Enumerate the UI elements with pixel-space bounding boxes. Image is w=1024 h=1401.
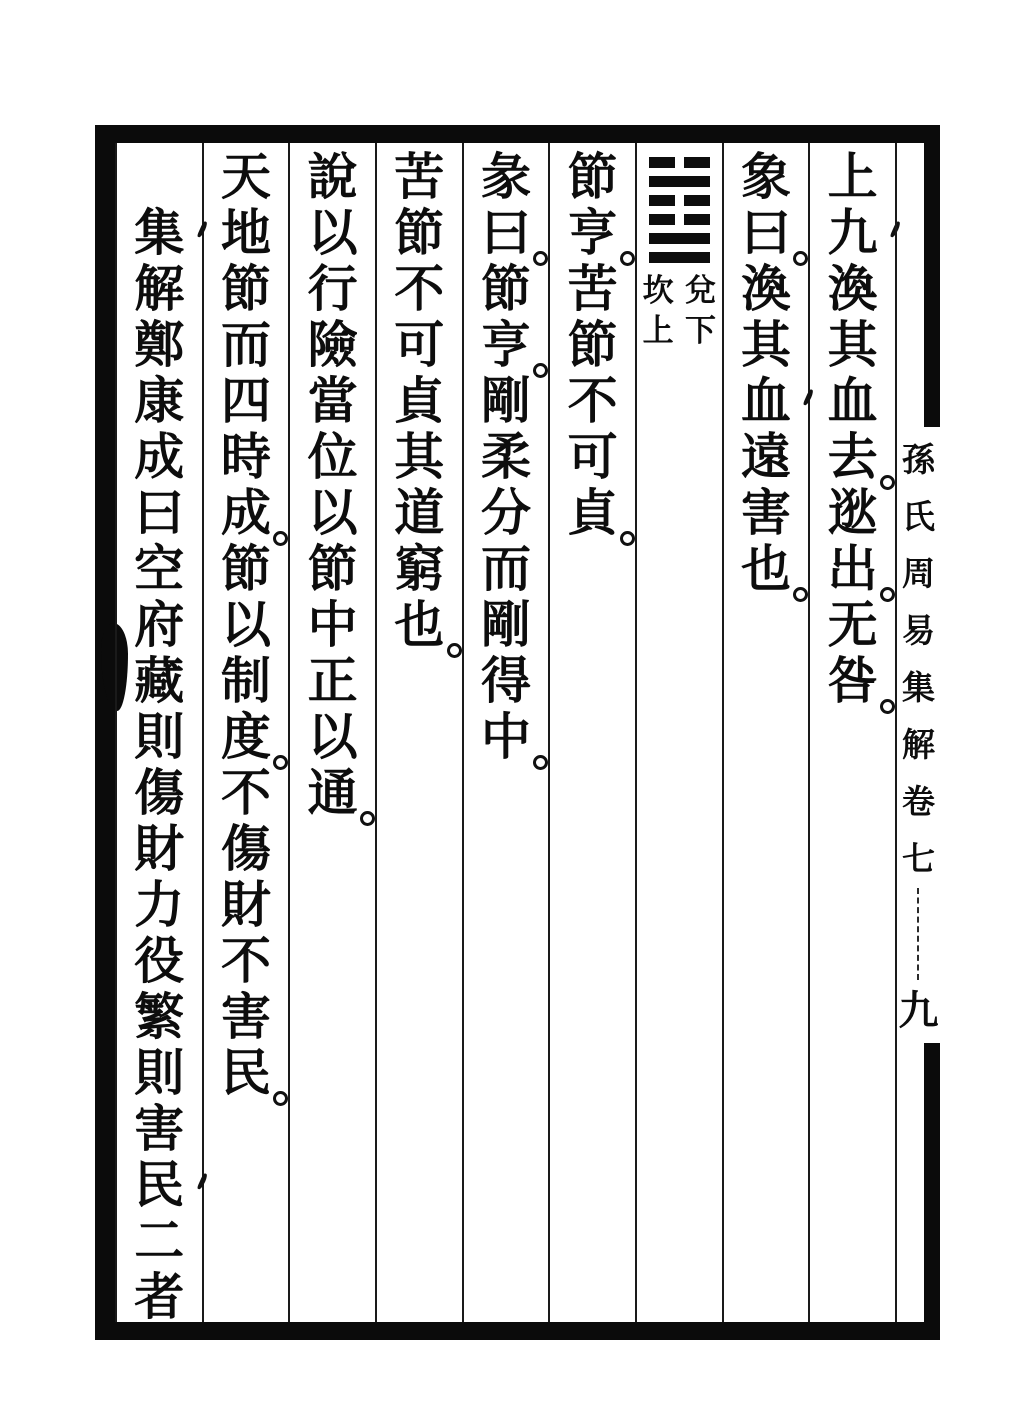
han-character: 時 xyxy=(220,429,271,485)
han-character: 空 xyxy=(134,541,185,597)
han-character: 以 xyxy=(307,709,358,765)
hexagram-line-segment xyxy=(649,157,675,168)
han-character: 窮 xyxy=(394,541,445,597)
han-character: 以 xyxy=(220,597,271,653)
page-number: 九 xyxy=(898,988,939,1033)
han-character: 也 xyxy=(724,541,809,597)
han-character: 出 xyxy=(810,541,895,597)
spine-title-character: 七 xyxy=(902,842,935,878)
han-character: 說 xyxy=(307,149,358,205)
reading-circle-mark xyxy=(620,531,635,546)
reading-circle-mark xyxy=(880,699,895,714)
han-character: 鄭 xyxy=(134,317,185,373)
han-character: 四 xyxy=(220,373,271,429)
han-character: 曰 xyxy=(134,485,185,541)
han-character: 度 xyxy=(204,709,289,765)
han-character: 剛 xyxy=(480,597,531,653)
han-character: 節 xyxy=(567,149,618,205)
han-character: 者 xyxy=(134,1269,185,1325)
han-character: 分 xyxy=(480,485,531,541)
han-character: 當 xyxy=(307,373,358,429)
hexagram-symbol xyxy=(637,149,722,263)
han-character: 險 xyxy=(307,317,358,373)
spine-title-character: 周 xyxy=(902,557,935,593)
han-character: 節 xyxy=(480,261,531,317)
spine-title-character: 卷 xyxy=(902,785,935,821)
han-character: 可 xyxy=(394,317,445,373)
reading-circle-mark xyxy=(360,811,375,826)
han-character: 位 xyxy=(307,429,358,485)
han-character: 苦 xyxy=(394,149,445,205)
han-character: 正 xyxy=(307,653,358,709)
hexagram-line-segment xyxy=(684,195,710,206)
tuan-commentary-line-3 xyxy=(288,143,375,1322)
jijie-commentary-zheng-kangcheng xyxy=(115,143,202,1325)
woodblock-frame-border xyxy=(95,125,940,1340)
han-character: 則 xyxy=(134,1045,185,1101)
reading-circle-mark xyxy=(273,1091,288,1106)
han-character: 象 xyxy=(740,149,791,205)
han-character: 曰 xyxy=(464,205,549,261)
han-character: 其 xyxy=(740,317,791,373)
hexagram-line-broken xyxy=(649,214,710,225)
hexagram-line-solid xyxy=(649,252,710,263)
han-character: 貞 xyxy=(550,485,635,541)
hexagram-line-broken xyxy=(649,195,710,206)
han-character: 以 xyxy=(307,485,358,541)
han-character: 苦 xyxy=(567,261,618,317)
han-character: 藏 xyxy=(134,653,185,709)
hexagram-line-segment xyxy=(649,214,675,225)
trigram-character: 下 xyxy=(684,313,716,348)
han-character: 咎 xyxy=(810,653,895,709)
han-character: 得 xyxy=(480,653,531,709)
trigram-character: 上 xyxy=(642,313,674,348)
han-character: 二 xyxy=(134,1213,185,1269)
han-character: 而 xyxy=(220,317,271,373)
han-character: 渙 xyxy=(827,261,878,317)
han-character: 害 xyxy=(134,1101,185,1157)
han-character: 九 xyxy=(810,205,895,261)
spine-top-black-bar xyxy=(924,143,940,427)
spine-title-character: 氏 xyxy=(902,500,935,536)
han-character: 節 xyxy=(567,317,618,373)
han-character: 民 xyxy=(117,1157,202,1213)
han-character: 地 xyxy=(220,205,271,261)
tuan-commentary-line-1 xyxy=(462,143,549,1322)
trigram-annotation xyxy=(637,271,722,351)
han-character: 制 xyxy=(220,653,271,709)
text-columns xyxy=(115,143,895,1325)
reading-circle-mark xyxy=(447,643,462,658)
han-character: 傷 xyxy=(220,821,271,877)
trigram-character: 坎 xyxy=(642,273,674,308)
han-character: 貞 xyxy=(394,373,445,429)
spine-bottom-black-bar xyxy=(924,1043,940,1322)
han-character: 也 xyxy=(377,597,462,653)
han-character: 繁 xyxy=(134,989,185,1045)
spine-title-character: 集 xyxy=(902,671,935,707)
han-character: 其 xyxy=(394,429,445,485)
han-character: 遠 xyxy=(740,429,791,485)
han-character: 節 xyxy=(394,205,445,261)
han-character: 役 xyxy=(134,933,185,989)
spine-title-character: 孫 xyxy=(902,443,935,479)
xiang-commentary-huan xyxy=(722,143,809,1322)
han-character: 中 xyxy=(307,597,358,653)
han-character: 以 xyxy=(307,205,358,261)
han-character: 害 xyxy=(740,485,791,541)
spine-title-character: 易 xyxy=(902,614,935,650)
hexagram-line-solid xyxy=(649,176,710,187)
trigram-upper-label xyxy=(637,271,679,351)
han-character: 道 xyxy=(394,485,445,541)
han-character: 上 xyxy=(827,149,878,205)
spine-book-title xyxy=(897,433,940,889)
han-character: 可 xyxy=(567,429,618,485)
hexagram-line-segment xyxy=(684,214,710,225)
han-character: 剛 xyxy=(480,373,531,429)
han-character: 柔 xyxy=(480,429,531,485)
jie-hexagram-statement xyxy=(548,143,635,1322)
han-character: 集 xyxy=(117,205,202,261)
spine-banxin xyxy=(895,143,940,1322)
trigram-character: 兌 xyxy=(684,273,716,308)
han-character: 成 xyxy=(204,485,289,541)
han-character: 節 xyxy=(220,261,271,317)
hexagram-line-solid xyxy=(649,233,710,244)
spine-divider-line xyxy=(917,888,919,980)
hexagram-jie xyxy=(635,143,722,1322)
reading-circle-mark xyxy=(533,755,548,770)
hexagram-line-broken xyxy=(649,157,710,168)
line-statement-shangjiu-huan xyxy=(808,143,895,1322)
han-character: 府 xyxy=(134,597,185,653)
han-character: 財 xyxy=(134,821,185,877)
han-character: 血 xyxy=(724,373,809,429)
han-character: 不 xyxy=(220,765,271,821)
han-character: 財 xyxy=(220,877,271,933)
han-character: 血 xyxy=(827,373,878,429)
han-character: 中 xyxy=(464,709,549,765)
han-character: 而 xyxy=(480,541,531,597)
han-character: 彖 xyxy=(480,149,531,205)
han-character: 成 xyxy=(134,429,185,485)
hexagram-line-segment xyxy=(684,157,710,168)
han-character: 通 xyxy=(290,765,375,821)
han-character: 則 xyxy=(134,709,185,765)
han-character: 其 xyxy=(827,317,878,373)
han-character: 天 xyxy=(220,149,271,205)
han-character: 害 xyxy=(220,989,271,1045)
han-character: 渙 xyxy=(740,261,791,317)
han-character: 曰 xyxy=(724,205,809,261)
han-character: 傷 xyxy=(134,765,185,821)
han-character: 不 xyxy=(220,933,271,989)
han-character: 民 xyxy=(204,1045,289,1101)
han-character: 亨 xyxy=(464,317,549,373)
han-character: 力 xyxy=(134,877,185,933)
han-character: 亨 xyxy=(550,205,635,261)
trigram-lower-label xyxy=(679,271,721,351)
han-character: 无 xyxy=(827,597,878,653)
hexagram-line-segment xyxy=(649,195,675,206)
han-character: 不 xyxy=(567,373,618,429)
spine-title-character: 解 xyxy=(902,728,935,764)
han-character: 不 xyxy=(394,261,445,317)
han-character: 節 xyxy=(307,541,358,597)
han-character: 行 xyxy=(307,261,358,317)
han-character: 去 xyxy=(810,429,895,485)
text-block-area xyxy=(115,143,940,1325)
han-character: 節 xyxy=(220,541,271,597)
reading-circle-mark xyxy=(793,587,808,602)
han-character: 逖 xyxy=(827,485,878,541)
han-character: 康 xyxy=(134,373,185,429)
tuan-commentary-line-2 xyxy=(375,143,462,1322)
tuan-commentary-line-4 xyxy=(202,143,289,1322)
han-character: 解 xyxy=(134,261,185,317)
